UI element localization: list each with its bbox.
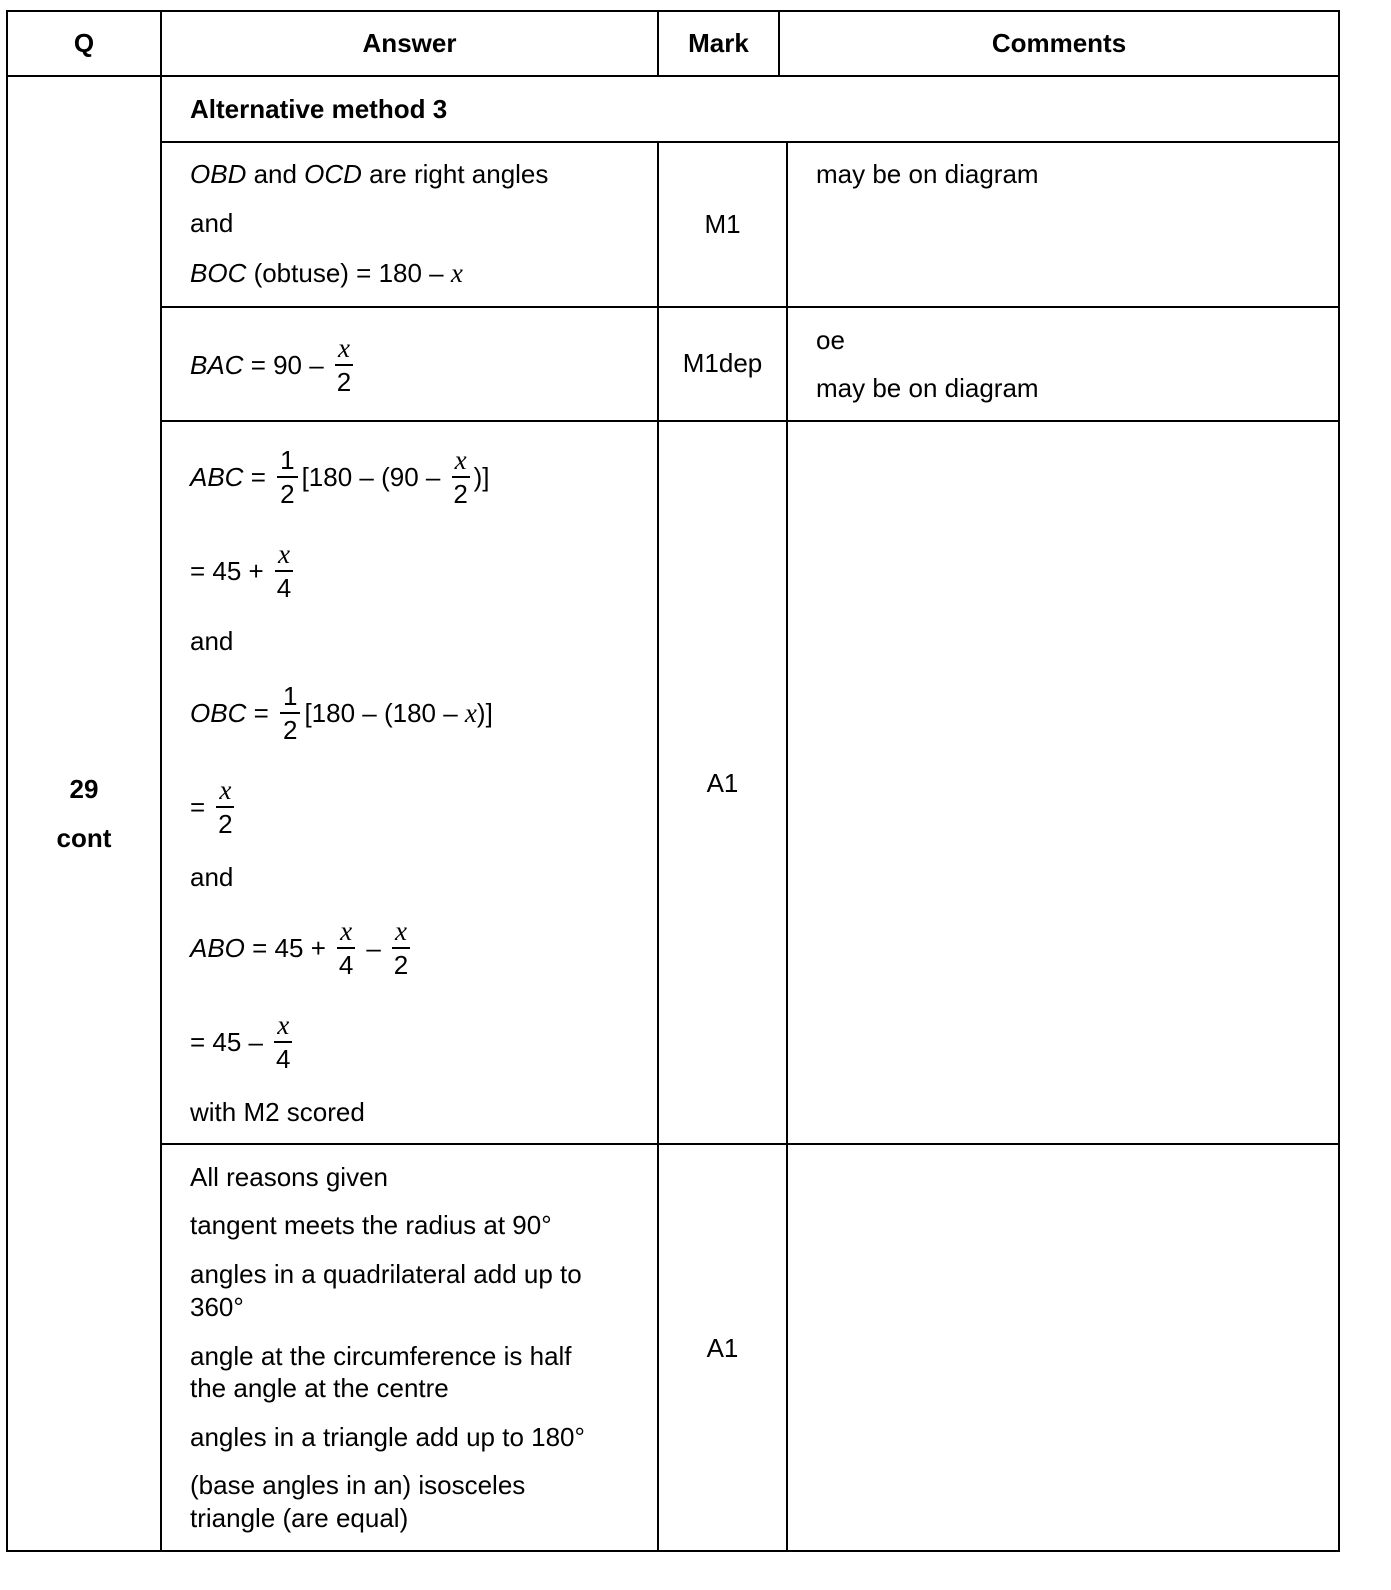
r3-obc-x: x (464, 697, 477, 728)
r1-text-and: and (246, 159, 305, 189)
r3-and1: and (190, 626, 234, 656)
r2-fraction (335, 332, 353, 398)
r1-answer-and: and (190, 208, 234, 238)
angle-obd: OBD (190, 159, 247, 189)
r3-abo-frac1-den: 4 (338, 950, 354, 980)
r4-line3b: 360° (190, 1292, 244, 1322)
r3-line8 (190, 1007, 296, 1077)
r2-frac-den: 2 (336, 367, 352, 397)
r3-line8-pre: = 45 – (190, 1026, 271, 1057)
row2-divider (160, 420, 1340, 422)
table-border-top (6, 10, 1340, 12)
r4-line2: tangent meets the radius at 90° (190, 1210, 552, 1240)
r3-line2-den: 4 (276, 573, 292, 603)
r3-obc-half-den: 2 (282, 715, 298, 745)
header-q: Q (73, 28, 95, 58)
angle-obc: OBC (190, 697, 247, 728)
r3-line2-fraction (275, 538, 293, 604)
r3-obc-mid: [180 – (180 – (304, 697, 465, 728)
r3-abc-end: )] (473, 461, 490, 492)
angle-abo: ABO (190, 932, 245, 963)
r4-line6b: triangle (are equal) (190, 1503, 409, 1533)
r3-abo-minus: – (359, 932, 389, 963)
r3-obc-end: )] (476, 697, 493, 728)
r3-and2: and (190, 862, 234, 892)
r2-frac-num: x (335, 332, 353, 366)
r1-comment: may be on diagram (816, 159, 1039, 189)
angle-boc: BOC (190, 258, 247, 288)
r3-abo-frac2-num: x (392, 915, 410, 949)
r3-abo-frac2-den: 2 (393, 950, 409, 980)
angle-bac: BAC (190, 349, 244, 380)
r3-line2 (190, 536, 297, 606)
table-border-bottom (6, 1550, 1340, 1552)
r3-half-den: 2 (280, 479, 295, 509)
method-title: Alternative method 3 (190, 94, 448, 124)
body-mark-right-divider (786, 141, 788, 1552)
header-answer: Answer (362, 28, 457, 58)
r3-abc-mid: [180 – (90 – (301, 461, 448, 492)
r1-mark: M1 (704, 209, 741, 239)
r3-abc-frac-num: x (452, 444, 470, 478)
r4-line6a: (base angles in an) isosceles (190, 1470, 526, 1500)
r3-line5-pre: = (190, 791, 213, 822)
method-divider (160, 141, 1340, 143)
r3-abo-mid: = 45 + (244, 932, 334, 963)
r3-half-fraction (277, 444, 297, 510)
r1-obtuse-text: (obtuse) = 180 – (246, 258, 451, 288)
r3-line2-pre: = 45 + (190, 555, 271, 586)
r3-line5 (190, 772, 238, 842)
r4-line3a: angles in a quadrilateral add up to (190, 1259, 582, 1289)
r3-abo-line (190, 913, 414, 983)
r3-obc-half-num: 1 (280, 680, 300, 714)
r4-line4a: angle at the circumference is half (190, 1341, 572, 1371)
r2-eq: = 90 – (243, 349, 331, 380)
r3-line5-den: 2 (218, 809, 233, 839)
r1-answer-line3 (190, 257, 463, 289)
question-number: 29 (69, 774, 99, 804)
r4-line1: All reasons given (190, 1162, 388, 1192)
row1-divider (160, 306, 1340, 308)
angle-abc: ABC (190, 461, 244, 492)
r2-comment-diagram: may be on diagram (816, 373, 1039, 403)
r1-answer-line1 (190, 158, 548, 190)
row3-divider (160, 1143, 1340, 1145)
table-border-right (1338, 10, 1340, 1552)
r4-mark: A1 (706, 1333, 739, 1363)
var-x: x (450, 258, 463, 288)
r4-line4b: the angle at the centre (190, 1373, 449, 1403)
r3-abo-frac1 (337, 915, 355, 981)
r2-comment-oe: oe (816, 325, 845, 355)
r3-half-num: 1 (277, 444, 297, 478)
r3-line2-num: x (275, 538, 293, 572)
r3-abc-x-fraction (452, 444, 470, 510)
r3-line8-den: 4 (275, 1044, 291, 1074)
r3-abc-frac-den: 2 (453, 479, 468, 509)
r3-line5-fraction (216, 774, 234, 840)
header-comments: Comments (991, 28, 1127, 58)
r3-mark: A1 (706, 768, 739, 798)
header-mark: Mark (688, 28, 749, 58)
angle-ocd: OCD (304, 159, 362, 189)
header-divider (6, 75, 1340, 77)
r3-abc-line (190, 442, 489, 512)
r3-line5-num: x (216, 774, 234, 808)
r3-obc-half (280, 680, 300, 746)
q-column-divider (160, 10, 162, 1552)
question-cont: cont (56, 823, 112, 853)
r3-tail: with M2 scored (190, 1097, 365, 1127)
r4-line5: angles in a triangle add up to 180° (190, 1422, 585, 1452)
r3-obc-line (190, 678, 493, 748)
r3-obc-eq: = (246, 697, 276, 728)
r3-abo-frac1-num: x (337, 915, 355, 949)
r3-abo-frac2 (392, 915, 410, 981)
r1-text-right-angles: are right angles (361, 159, 549, 189)
r3-abc-eq: = (243, 461, 274, 492)
r2-answer (190, 330, 357, 400)
r3-line8-fraction (274, 1009, 292, 1075)
r3-line8-num: x (274, 1009, 292, 1043)
r2-mark: M1dep (682, 348, 763, 378)
